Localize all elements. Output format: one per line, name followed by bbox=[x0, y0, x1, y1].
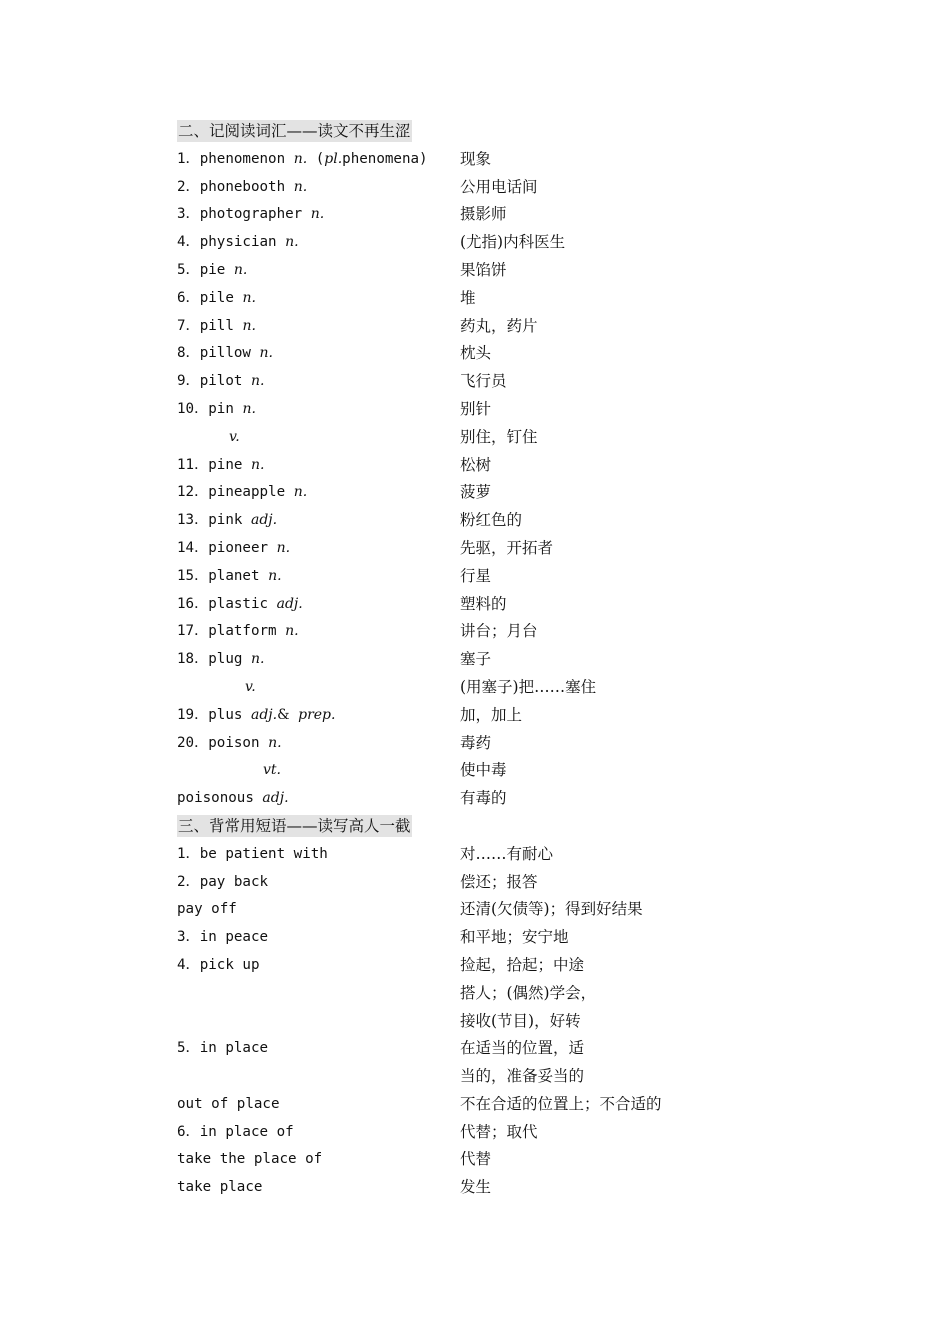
vocab-row bbox=[177, 785, 737, 813]
vocab-word: 8．pillow bbox=[177, 345, 251, 362]
vocab-meaning: 行星 bbox=[460, 566, 492, 585]
vocab-meaning: 有毒的 bbox=[460, 789, 507, 808]
vocab-row bbox=[177, 174, 737, 202]
part-of-speech: n. bbox=[250, 456, 265, 473]
vocab-meaning: 枕头 bbox=[460, 344, 492, 363]
vocab-word: 14．pioneer bbox=[177, 539, 269, 556]
vocab-meaning: 别针 bbox=[460, 399, 492, 418]
phrase-meaning: 还清(欠债等)；得到好结果 bbox=[460, 900, 643, 919]
vocab-word: 2．phonebooth bbox=[177, 178, 286, 195]
vocab-meaning: 讲台；月台 bbox=[460, 622, 538, 641]
part-of-speech: adj. bbox=[250, 512, 278, 529]
plural-open: ( bbox=[315, 150, 325, 167]
vocab-meaning: 塑料的 bbox=[460, 594, 507, 613]
phrase-row bbox=[177, 1091, 737, 1119]
vocab-meaning: 毒药 bbox=[460, 733, 492, 752]
vocab-meaning: 松树 bbox=[460, 455, 492, 474]
vocab-row bbox=[177, 674, 737, 702]
vocab-row bbox=[177, 452, 737, 480]
vocab-word: 16．plastic bbox=[177, 595, 269, 612]
vocab-word: 12．pineapple bbox=[177, 484, 286, 501]
vocab-word: 10．pin bbox=[177, 400, 234, 417]
part-of-speech: n. bbox=[285, 623, 299, 640]
phrase-text: take the place of bbox=[177, 1151, 323, 1168]
phrase-meaning: 当的，准备妥当的 bbox=[460, 1067, 585, 1086]
phrase-meaning: 搭人；(偶然)学会， bbox=[460, 983, 597, 1002]
vocab-word: 5．pie bbox=[177, 261, 226, 278]
phrase-text: 1．be patient with bbox=[177, 845, 328, 862]
part-of-speech-2: prep. bbox=[298, 706, 336, 723]
phrase-row bbox=[177, 1174, 737, 1202]
vocabulary-content bbox=[177, 118, 737, 1202]
vocab-meaning: (尤指)内科医生 bbox=[460, 233, 566, 252]
vocab-word: 20．poison bbox=[177, 734, 260, 751]
vocab-meaning: 使中毒 bbox=[460, 761, 507, 780]
vocab-word: 19．plus bbox=[177, 706, 243, 723]
phrase-meaning: 偿还；报答 bbox=[460, 872, 538, 891]
part-of-speech: vt. bbox=[263, 762, 281, 779]
vocab-word: 4．physician bbox=[177, 234, 277, 251]
phrase-meaning: 和平地；安宁地 bbox=[460, 928, 569, 947]
vocab-word: 9．pilot bbox=[177, 373, 243, 390]
phrase-row bbox=[177, 980, 737, 1008]
phrase-meaning: 接收(节目)，好转 bbox=[460, 1011, 581, 1030]
vocab-row bbox=[177, 257, 737, 285]
phrase-text: 2．pay back bbox=[177, 873, 269, 890]
vocab-row bbox=[177, 757, 737, 785]
phrase-meaning: 发生 bbox=[460, 1178, 492, 1197]
phrase-text: 5．in place bbox=[177, 1040, 269, 1057]
vocab-word: poisonous bbox=[177, 790, 254, 807]
part-of-speech: n. bbox=[242, 317, 256, 334]
vocab-row bbox=[177, 618, 737, 646]
plural-word: phenomena) bbox=[342, 150, 428, 167]
vocab-meaning: 先驱，开拓者 bbox=[460, 538, 554, 557]
plural-pos: pl. bbox=[324, 150, 343, 167]
vocab-meaning: 公用电话间 bbox=[460, 177, 538, 196]
vocab-meaning: (用塞子)把……塞住 bbox=[460, 677, 597, 696]
phrase-meaning: 不在合适的位置上；不合适的 bbox=[460, 1094, 662, 1113]
phrase-meaning: 代替；取代 bbox=[460, 1122, 538, 1141]
vocab-meaning: 加，加上 bbox=[460, 705, 523, 724]
vocab-word: 17．platform bbox=[177, 623, 277, 640]
vocab-meaning: 摄影师 bbox=[460, 205, 507, 224]
vocab-row bbox=[177, 285, 737, 313]
part-of-speech: adj. bbox=[262, 790, 289, 807]
part-of-speech: n. bbox=[268, 567, 282, 584]
phrase-row bbox=[177, 1063, 737, 1091]
vocab-row bbox=[177, 368, 737, 396]
part-of-speech: n. bbox=[310, 206, 325, 223]
vocab-word: 3．photographer bbox=[177, 206, 303, 223]
part-of-speech: n. bbox=[293, 178, 308, 195]
phrase-text: out of place bbox=[177, 1095, 280, 1112]
part-of-speech: v. bbox=[229, 428, 240, 445]
phrase-meaning: 在适当的位置，适 bbox=[460, 1039, 585, 1058]
part-of-speech: adj. bbox=[250, 706, 278, 723]
vocab-row bbox=[177, 730, 737, 758]
vocab-meaning: 别住，钉住 bbox=[460, 427, 538, 446]
vocab-row bbox=[177, 146, 737, 174]
vocab-meaning: 粉红色的 bbox=[460, 511, 523, 530]
part-of-speech: n. bbox=[276, 539, 291, 556]
phrase-row bbox=[177, 1146, 737, 1174]
part-of-speech: adj. bbox=[276, 595, 303, 612]
phrase-row bbox=[177, 924, 737, 952]
vocab-row bbox=[177, 229, 737, 257]
section-heading-reading-vocab bbox=[177, 118, 737, 146]
phrase-text: pay off bbox=[177, 901, 237, 918]
vocab-meaning: 堆 bbox=[460, 288, 476, 307]
phrase-meaning: 对……有耐心 bbox=[460, 844, 554, 863]
vocab-meaning: 药丸，药片 bbox=[460, 316, 538, 335]
phrase-text: 6．in place of bbox=[177, 1123, 294, 1140]
part-of-speech: n. bbox=[293, 150, 308, 167]
section-heading-phrases bbox=[177, 813, 737, 841]
vocab-word: 7．pill bbox=[177, 317, 234, 334]
section-heading-text: 三、背常用短语——读写高人一截 bbox=[178, 816, 411, 835]
vocab-meaning: 现象 bbox=[460, 149, 492, 168]
vocab-word: 1．phenomenon bbox=[177, 150, 286, 167]
phrase-row bbox=[177, 1119, 737, 1147]
phrase-text: 3．in peace bbox=[177, 929, 269, 946]
vocab-row bbox=[177, 702, 737, 730]
vocab-word: 11．pine bbox=[177, 456, 243, 473]
part-of-speech: n. bbox=[242, 289, 256, 306]
part-of-speech: v. bbox=[245, 678, 256, 695]
ampersand: & bbox=[277, 706, 290, 723]
vocab-row bbox=[177, 535, 737, 563]
vocab-meaning: 菠萝 bbox=[460, 483, 492, 502]
vocab-row bbox=[177, 646, 737, 674]
phrase-text: 4．pick up bbox=[177, 956, 260, 973]
vocab-row bbox=[177, 479, 737, 507]
vocab-row bbox=[177, 507, 737, 535]
part-of-speech: n. bbox=[268, 734, 282, 751]
part-of-speech: n. bbox=[250, 651, 265, 668]
part-of-speech: n. bbox=[250, 373, 265, 390]
vocab-word: 15．planet bbox=[177, 567, 260, 584]
vocab-meaning: 果馅饼 bbox=[460, 260, 507, 279]
vocab-word: 18．plug bbox=[177, 651, 243, 668]
vocab-row bbox=[177, 340, 737, 368]
phrase-text: take place bbox=[177, 1179, 263, 1196]
phrase-row bbox=[177, 869, 737, 897]
vocab-row bbox=[177, 201, 737, 229]
vocab-meaning: 塞子 bbox=[460, 650, 492, 669]
vocab-row bbox=[177, 424, 737, 452]
phrase-row bbox=[177, 896, 737, 924]
vocab-word: 13．pink bbox=[177, 512, 243, 529]
phrase-row bbox=[177, 1035, 737, 1063]
phrase-meaning: 捡起，拾起；中途 bbox=[460, 955, 585, 974]
vocab-row bbox=[177, 563, 737, 591]
phrase-row bbox=[177, 841, 737, 869]
vocab-row bbox=[177, 396, 737, 424]
section-heading-text: 二、记阅读词汇——读文不再生涩 bbox=[178, 122, 411, 140]
vocab-word: 6．pile bbox=[177, 289, 234, 306]
part-of-speech: n. bbox=[233, 261, 248, 278]
vocab-meaning: 飞行员 bbox=[460, 372, 507, 391]
phrase-row bbox=[177, 1008, 737, 1036]
part-of-speech: n. bbox=[285, 234, 299, 251]
vocab-row bbox=[177, 313, 737, 341]
part-of-speech: n. bbox=[259, 345, 273, 362]
vocab-row bbox=[177, 591, 737, 619]
part-of-speech: n. bbox=[242, 400, 256, 417]
phrase-row bbox=[177, 952, 737, 980]
phrase-meaning: 代替 bbox=[460, 1150, 492, 1169]
part-of-speech: n. bbox=[293, 484, 308, 501]
